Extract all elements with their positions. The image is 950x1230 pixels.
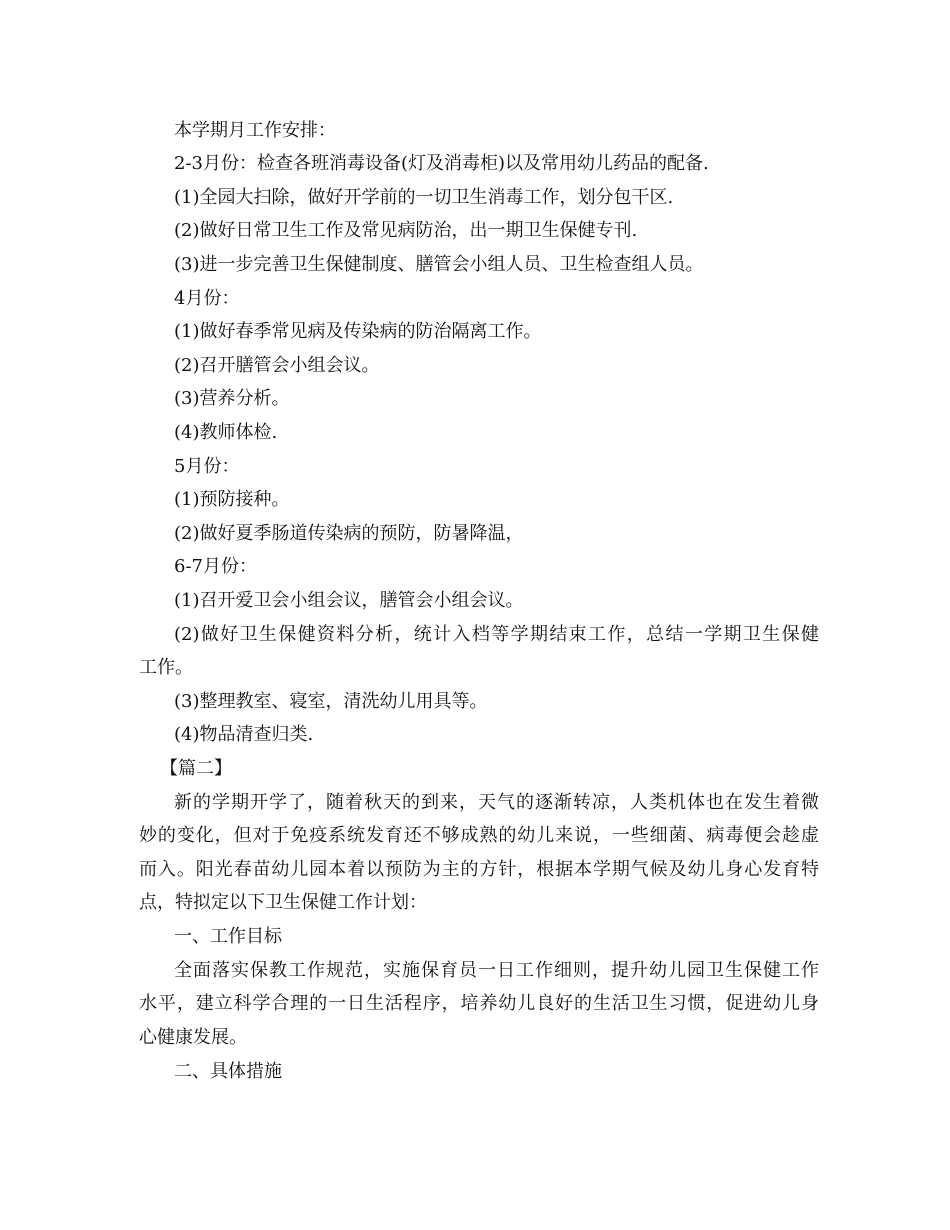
jun-jul-item-2-line-2: 工作。 bbox=[139, 657, 193, 678]
apr-heading: 4月份： bbox=[174, 288, 240, 309]
section-1-heading: 一、工作目标 bbox=[174, 926, 282, 947]
apr-item-4: (4)教师体检. bbox=[174, 422, 278, 443]
feb-mar-item-1: (1)全园大扫除，做好开学前的一切卫生消毒工作，划分包干区. bbox=[174, 187, 674, 208]
part-two-heading: 【篇二】 bbox=[160, 758, 232, 779]
apr-item-1: (1)做好春季常见病及传染病的防治隔离工作。 bbox=[174, 321, 542, 342]
jun-jul-heading: 6-7月份： bbox=[174, 556, 257, 577]
intro-line-4: 点，特拟定以下卫生保健工作计划： bbox=[139, 892, 427, 913]
jun-jul-item-2-line-1: (2)做好卫生保健资料分析，统计入档等学期结束工作，总结一学期卫生保健 bbox=[174, 624, 819, 645]
section-2-heading: 二、具体措施 bbox=[174, 1061, 282, 1082]
section-1-line-1: 全面落实保教工作规范，实施保育员一日工作细则，提升幼儿园卫生保健工作 bbox=[174, 960, 819, 981]
section-1-line-2: 水平，建立科学合理的一日生活程序，培养幼儿良好的生活卫生习惯，促进幼儿身 bbox=[139, 993, 819, 1014]
intro-line-3: 而入。阳光春苗幼儿园本着以预防为主的方针，根据本学期气候及幼儿身心发育特 bbox=[139, 859, 819, 880]
monthly-plan-heading: 本学期月工作安排： bbox=[174, 120, 336, 141]
intro-line-2: 妙的变化，但对于免疫系统发育还不够成熟的幼儿来说，一些细菌、病毒便会趁虚 bbox=[139, 825, 819, 846]
feb-mar-heading: 2-3月份：检查各班消毒设备(灯及消毒柜)以及常用幼儿药品的配备. bbox=[174, 153, 709, 174]
apr-item-3: (3)营养分析。 bbox=[174, 388, 290, 409]
jun-jul-item-4: (4)物品清查归类. bbox=[174, 724, 314, 745]
may-heading: 5月份： bbox=[174, 456, 240, 477]
may-item-1: (1)预防接种。 bbox=[174, 489, 290, 510]
feb-mar-item-2: (2)做好日常卫生工作及常见病防治，出一期卫生保健专刊. bbox=[174, 220, 638, 241]
jun-jul-item-1: (1)召开爱卫会小组会议，膳管会小组会议。 bbox=[174, 590, 524, 611]
may-item-2: (2)做好夏季肠道传染病的预防，防暑降温， bbox=[174, 523, 524, 544]
intro-line-1: 新的学期开学了，随着秋天的到来，天气的逐渐转凉，人类机体也在发生着微 bbox=[174, 792, 819, 813]
jun-jul-item-3: (3)整理教室、寝室，清洗幼儿用具等。 bbox=[174, 691, 488, 712]
apr-item-2: (2)召开膳管会小组会议。 bbox=[174, 355, 380, 376]
feb-mar-item-3: (3)进一步完善卫生保健制度、膳管会小组人员、卫生检查组人员。 bbox=[174, 254, 704, 275]
section-1-line-3: 心健康发展。 bbox=[139, 1027, 247, 1048]
